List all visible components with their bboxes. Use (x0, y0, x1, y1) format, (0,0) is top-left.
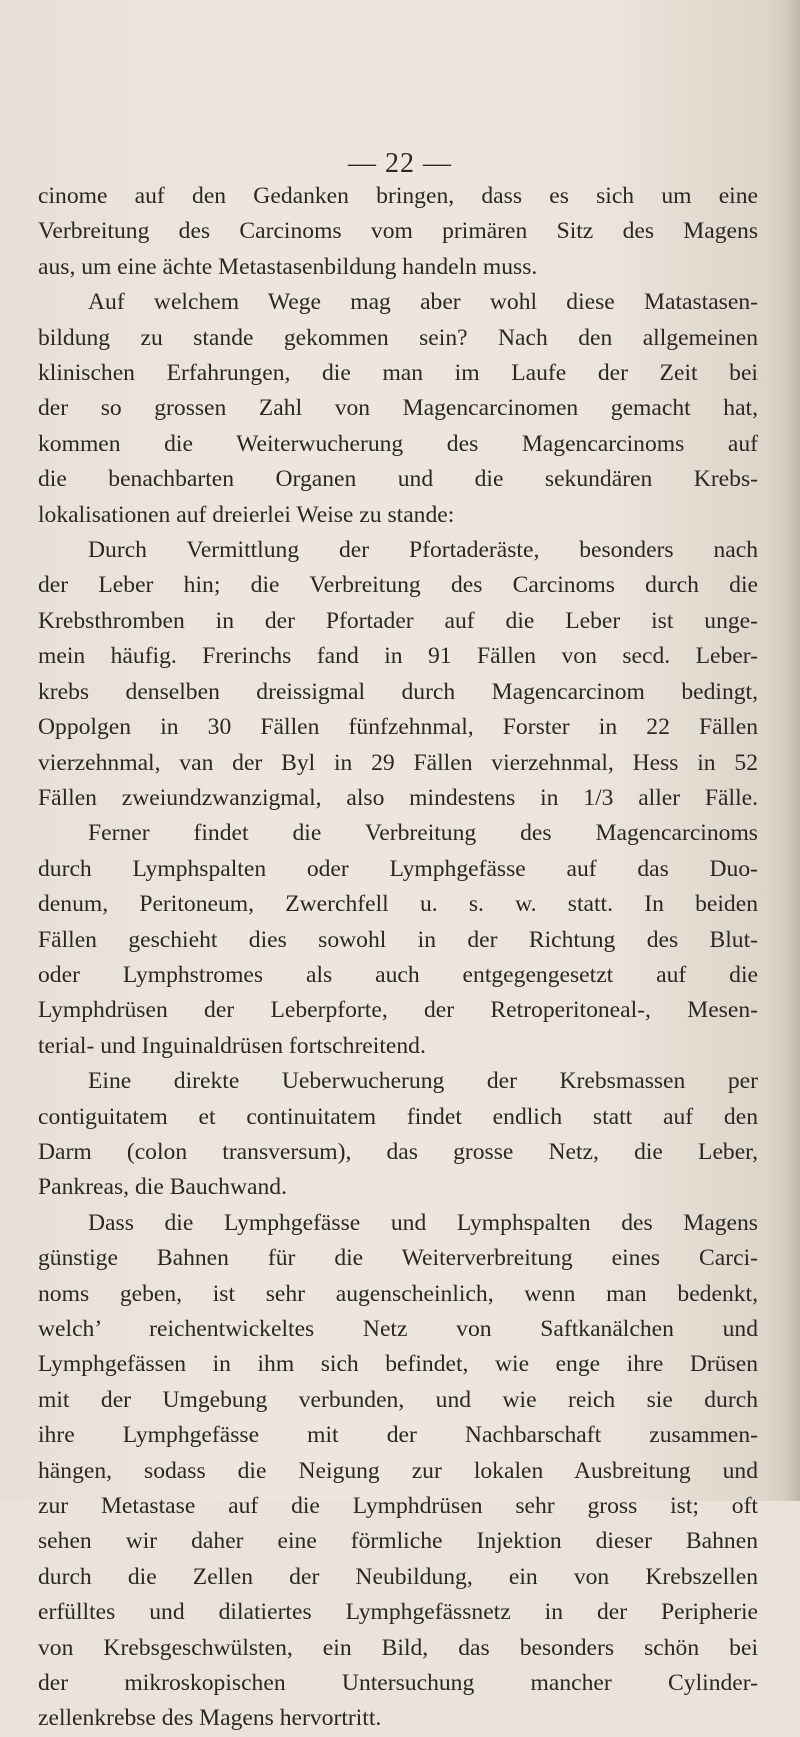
text-line: ihre Lymphgefässe mit der Nachbarschaft zusammen- (38, 1422, 758, 1449)
text-line: hängen, sodass die Neigung zur lokalen Ausbreitung und (38, 1457, 758, 1484)
text-line: sehen wir daher eine förmliche Injektion dieser Bahnen (38, 1528, 758, 1555)
text-line: die benachbarten Organen und die sekundären Krebs- (38, 466, 758, 493)
text-line: Pankreas, die Bauchwand. (38, 1174, 287, 1201)
text-line: zur Metastase auf die Lymphdrüsen sehr gross ist; oft (38, 1493, 758, 1520)
text-line: Krebsthromben in der Pfortader auf die Leber ist unge- (38, 607, 758, 634)
text-line: Darm (colon transversum), das grosse Netz, die Leber, (38, 1138, 758, 1165)
text-line: Ferner findet die Verbreitung des Magencarcinoms (88, 820, 758, 847)
text-line: cinome auf den Gedanken bringen, dass es sich um eine (38, 183, 758, 209)
text-line: noms geben, ist sehr augenscheinlich, wenn man bedenkt, (38, 1280, 758, 1307)
text-line: Durch Vermittlung der Pfortaderäste, besonders nach (88, 537, 758, 564)
text-line: durch Lymphspalten oder Lymphgefässe auf das Duo- (38, 855, 758, 882)
text-line: lokalisationen auf dreierlei Weise zu stande: (38, 501, 455, 528)
text-line: vierzehnmal, van der Byl in 29 Fällen vierzehnmal, Hess in 52 (38, 749, 758, 776)
text-line: welch’ reichentwickeltes Netz von Saftkanälchen und (38, 1316, 758, 1342)
text-line: klinischen Erfahrungen, die man im Laufe der Zeit bei (38, 360, 758, 387)
text-line: Eine direkte Ueberwucherung der Krebsmassen per (88, 1068, 758, 1095)
text-line: krebs denselben dreissigmal durch Magencarcinom bedingt, (38, 678, 758, 705)
text-line: Fällen zweiundzwanzigmal, also mindestens in 1/3 aller Fälle. (38, 784, 758, 811)
text-line: terial- und Inguinaldrüsen fortschreitend. (38, 1032, 426, 1059)
text-line: Dass die Lymphgefässe und Lymphspalten des Magens (88, 1209, 758, 1236)
text-line: kommen die Weiterwucherung des Magencarcinoms auf (38, 430, 758, 457)
text-line: mit der Umgebung verbunden, und wie reich sie durch (38, 1386, 758, 1413)
text-line: oder Lymphstromes als auch entgegengesetzt auf die (38, 961, 758, 988)
text-line: aus, um eine ächte Metastasenbildung handeln muss. (38, 253, 538, 280)
text-line: Auf welchem Wege mag aber wohl diese Matastasen- (88, 289, 758, 316)
body-text (38, 179, 758, 1737)
text-line: zellenkrebse des Magens hervortritt. (38, 1705, 382, 1732)
text-line: contiguitatem et continuitatem findet endlich statt auf den (38, 1103, 758, 1130)
text-line: mein häufig. Frerinchs fand in 91 Fällen von secd. Leber- (38, 643, 758, 670)
text-line: der so grossen Zahl von Magencarcinomen gemacht hat, (38, 395, 758, 422)
page-edge-shadow (786, 0, 800, 1501)
text-line: denum, Peritoneum, Zwerchfell u. s. w. statt. In beiden (38, 891, 758, 918)
text-line: von Krebsgeschwülsten, ein Bild, das besonders schön bei (38, 1634, 758, 1661)
text-line: erfülltes und dilatiertes Lymphgefässnetz in der Peripherie (38, 1599, 758, 1626)
text-line: bildung zu stande gekommen sein? Nach den allgemeinen (38, 324, 758, 351)
text-line: Verbreitung des Carcinoms vom primären Sitz des Magens (38, 218, 758, 245)
page-number: — 22 — (348, 148, 452, 179)
text-line: durch die Zellen der Neubildung, ein von Krebszellen (38, 1563, 758, 1590)
text-line: der Leber hin; die Verbreitung des Carcinoms durch die (38, 572, 758, 599)
text-line: günstige Bahnen für die Weiterverbreitung eines Carci- (38, 1245, 758, 1272)
text-line: der mikroskopischen Untersuchung mancher Cylinder- (38, 1670, 758, 1697)
text-line: Lymphgefässen in ihm sich befindet, wie enge ihre Drüsen (38, 1351, 758, 1378)
text-line: Fällen geschieht dies sowohl in der Richtung des Blut- (38, 926, 758, 953)
text-line: Lymphdrüsen der Leberpforte, der Retroperitoneal-, Mesen- (38, 997, 758, 1024)
text-line: Oppolgen in 30 Fällen fünfzehnmal, Forster in 22 Fällen (38, 714, 758, 741)
